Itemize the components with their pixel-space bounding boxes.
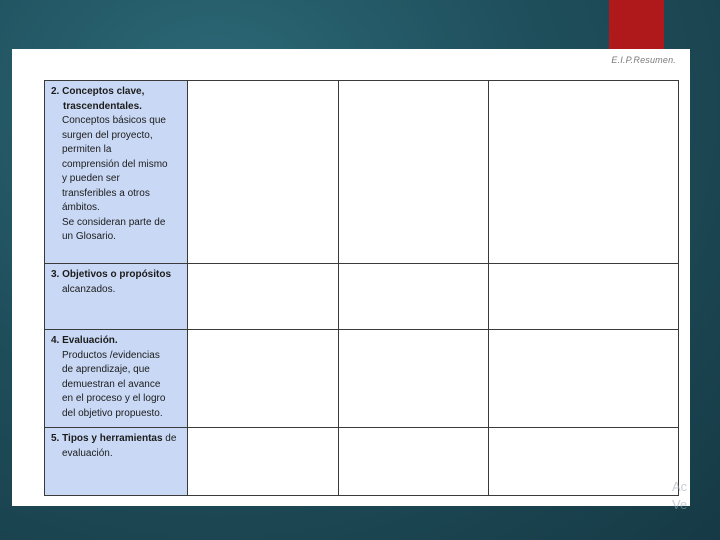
row-label-cell [45, 428, 188, 496]
empty-cell [489, 81, 679, 264]
row-title-cont: trascendentales. [63, 100, 142, 112]
empty-cell [188, 81, 339, 264]
empty-cell [339, 428, 489, 496]
watermark-line: Ve [672, 497, 688, 512]
desc-line: demuestran el avance [62, 378, 161, 390]
header-note: E.I.P.Resumen. [611, 55, 676, 65]
desc-line: surgen del proyecto, [62, 129, 153, 141]
empty-cell [188, 264, 339, 330]
table-row [45, 264, 679, 330]
desc-line: Conceptos básicos que [62, 115, 166, 126]
red-accent-block [609, 0, 664, 50]
row-title-suffix: de [162, 433, 177, 444]
desc-line: de aprendizaje, que [62, 364, 150, 375]
empty-cell [339, 81, 489, 264]
table-row [45, 330, 679, 428]
desc-line: comprensión del mismo [62, 158, 168, 170]
row-title: 2. Conceptos clave, [51, 86, 145, 97]
desc-line: Productos /evidencias [62, 349, 160, 361]
document-sheet [12, 49, 690, 506]
row-label-cell [45, 330, 188, 428]
row-label-cell [45, 81, 188, 264]
empty-cell [489, 264, 679, 330]
watermark-line: Ac [672, 479, 688, 494]
row-title: 3. Objetivos o propósitos [51, 269, 172, 280]
empty-cell [339, 264, 489, 330]
desc-line: un Glosario. [62, 231, 116, 242]
desc-line: del objetivo propuesto. [62, 407, 163, 419]
empty-cell [188, 330, 339, 428]
desc-line: alcanzados. [62, 283, 116, 295]
row-title: 4. Evaluación. [51, 335, 118, 346]
desc-line: Se consideran parte de [62, 216, 166, 228]
empty-cell [489, 330, 679, 428]
desc-line: en el proceso y el logro [62, 393, 166, 404]
activation-watermark [672, 478, 687, 514]
empty-cell [339, 330, 489, 428]
table-row [45, 428, 679, 496]
desc-line: y pueden ser [62, 173, 120, 184]
table-row [45, 81, 679, 264]
row-label-cell [45, 264, 188, 330]
desc-line: permiten la [62, 144, 112, 155]
empty-cell [489, 428, 679, 496]
desc-line: ámbitos. [62, 202, 100, 213]
desc-line: evaluación. [62, 447, 113, 459]
summary-table [44, 80, 679, 496]
desc-line: transferibles a otros [62, 187, 150, 199]
row-title: 5. Tipos y herramientas [51, 433, 163, 444]
empty-cell [188, 428, 339, 496]
